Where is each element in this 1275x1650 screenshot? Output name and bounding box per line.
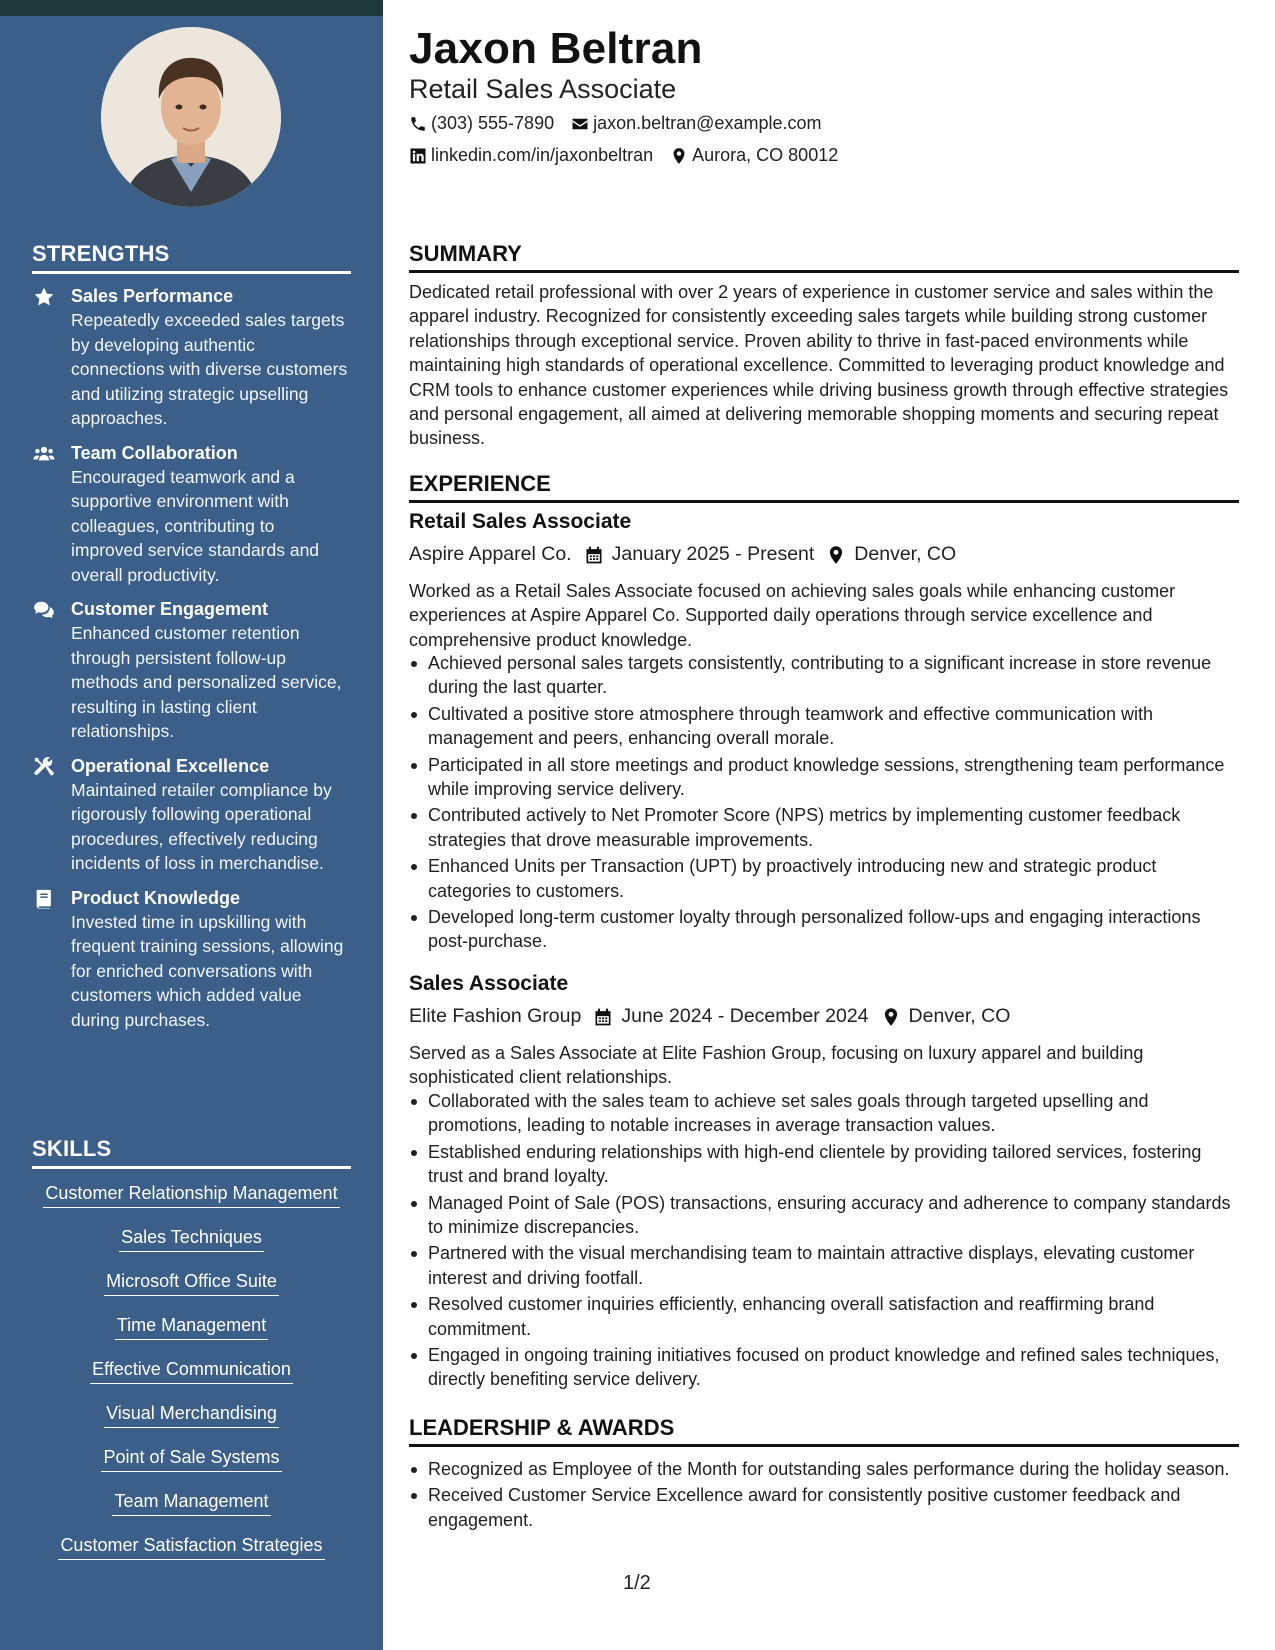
job-dates-text: June 2024 - December 2024 <box>621 1005 869 1027</box>
location-text: Aurora, CO 80012 <box>692 145 839 165</box>
calendar-icon <box>593 1007 613 1027</box>
job-title: Sales Associate <box>409 972 569 995</box>
calendar-icon <box>584 545 604 565</box>
job-meta <box>409 543 968 566</box>
summary-heading: SUMMARY <box>409 241 1239 273</box>
strength-description: Maintained retailer compliance by rigorously following operational procedures, effectively reducing incidents of loss in merchandise. <box>71 779 332 873</box>
phone-icon <box>409 115 427 133</box>
linkedin-url: linkedin.com/in/jaxonbeltran <box>431 145 654 165</box>
job-dates <box>593 1005 868 1028</box>
skill-label: Customer Satisfaction Strategies <box>58 1533 324 1560</box>
strength-item <box>32 754 351 876</box>
job-location <box>881 1005 1011 1028</box>
candidate-name: Jaxon Beltran <box>409 24 703 73</box>
contact-row <box>409 145 855 166</box>
contact-location <box>670 145 838 166</box>
page-number: 1/2 <box>623 1572 651 1594</box>
skill-label: Visual Merchandising <box>104 1401 279 1428</box>
skill-item <box>32 1313 351 1340</box>
skill-item <box>32 1181 351 1208</box>
job-location <box>826 543 956 566</box>
job-title: Retail Sales Associate <box>409 510 632 533</box>
contact-row <box>409 113 838 134</box>
linkedin-icon <box>409 147 427 165</box>
skill-item <box>32 1357 351 1384</box>
users-icon <box>32 443 56 465</box>
contact-linkedin[interactable] <box>409 145 653 166</box>
candidate-title: Retail Sales Associate <box>409 74 677 104</box>
book-icon <box>32 888 56 910</box>
strength-description: Encouraged teamwork and a supportive environment with colleagues, contributing to improved service standards and overall productivity. <box>71 466 320 585</box>
job-bullet: Cultivated a positive store atmosphere through teamwork and effective communication with management and peers, enhancing overall morale. <box>409 702 1239 751</box>
skill-item <box>32 1533 351 1560</box>
job-bullet: Engaged in ongoing training initiatives focused on product knowledge and refined sales techniques, directly benefiting service delivery. <box>409 1343 1239 1392</box>
job-dates-text: January 2025 - Present <box>611 543 815 565</box>
skill-label: Customer Relationship Management <box>43 1181 339 1208</box>
strength-item <box>32 886 351 1033</box>
profile-photo <box>101 27 281 207</box>
job-bullets <box>409 651 1239 956</box>
strength-title: Operational Excellence <box>71 755 270 776</box>
skill-label: Sales Techniques <box>119 1225 264 1252</box>
skill-item <box>32 1401 351 1428</box>
job-bullet: Partnered with the visual merchandising team to maintain attractive displays, elevating customer interest and driving footfall. <box>409 1241 1239 1290</box>
contact-email[interactable] <box>571 113 821 134</box>
map-pin-icon <box>826 545 846 565</box>
tools-icon <box>32 756 56 778</box>
star-icon <box>32 286 56 308</box>
strength-title: Customer Engagement <box>71 599 269 619</box>
profile-photo-image <box>101 27 281 207</box>
job-bullet: Enhanced Units per Transaction (UPT) by proactively introducing new and strategic product categories to customers. <box>409 854 1239 903</box>
job-meta <box>409 1005 1022 1028</box>
job-company: Aspire Apparel Co. <box>409 543 572 565</box>
award-bullet: Received Customer Service Excellence award for consistently positive customer feedback and engagement. <box>409 1483 1239 1532</box>
strengths-section <box>32 241 351 1032</box>
skill-item <box>32 1225 351 1252</box>
strengths-heading: STRENGTHS <box>32 241 351 274</box>
strength-description: Repeatedly exceeded sales targets by developing authentic connections with diverse customers and utilizing strategic upselling approaches. <box>71 310 348 428</box>
skill-item <box>32 1269 351 1296</box>
skill-item <box>32 1445 351 1472</box>
skill-label: Time Management <box>115 1313 268 1340</box>
strength-description: Enhanced customer retention through persistent follow-up methods and personalized service, resulting in lasting client relationships. <box>71 623 342 741</box>
skill-list <box>32 1181 351 1560</box>
job-dates <box>584 543 815 566</box>
strength-title: Team Collaboration <box>71 442 238 463</box>
comments-icon <box>32 599 56 621</box>
strength-item <box>32 284 351 431</box>
job-bullet: Participated in all store meetings and product knowledge sessions, strengthening team performance while improving service delivery. <box>409 753 1239 802</box>
job-bullet: Collaborated with the sales team to achieve set sales goals through targeted upselling and promotions, leading to notable increases in average transaction values. <box>409 1089 1239 1138</box>
strength-item <box>32 441 351 588</box>
strength-title: Product Knowledge <box>71 887 241 908</box>
job-company: Elite Fashion Group <box>409 1005 582 1027</box>
job-bullet: Established enduring relationships with high-end clientele by providing tailored services, fostering trust and brand loyalty. <box>409 1140 1239 1189</box>
sidebar-top-bar <box>0 0 383 16</box>
skill-label: Point of Sale Systems <box>101 1445 281 1472</box>
strength-title: Sales Performance <box>71 286 234 306</box>
job-description: Served as a Sales Associate at Elite Fashion Group, focusing on luxury apparel and building sophisticated client relationships. <box>409 1043 1144 1088</box>
job-bullet: Managed Point of Sale (POS) transactions, ensuring accuracy and adherence to company standards to minimize discrepancies. <box>409 1191 1239 1240</box>
strength-item <box>32 597 351 744</box>
awards-heading: LEADERSHIP & AWARDS <box>409 1415 1239 1447</box>
experience-heading: EXPERIENCE <box>409 471 1239 503</box>
skill-item <box>32 1489 351 1516</box>
phone-number: (303) 555-7890 <box>431 113 555 133</box>
summary-text: Dedicated retail professional with over 2 years of experience in customer service and sales within the apparel industry. Recognized for consistently exceeding sales targets while building strong customer relationships through exceptional service. Proven ability to thrive in fast-paced environments while maintaining high standards of operational excellence. Committed to leveraging product knowledge and CRM tools to enhance customer experiences while driving business growth through effective strategies and personal engagement, all aimed at delivering memorable shopping moments and securing repeat business. <box>409 282 1229 449</box>
job-bullet: Resolved customer inquiries efficiently, enhancing overall satisfaction and reaffirming brand commitment. <box>409 1292 1239 1341</box>
award-bullet: Recognized as Employee of the Month for outstanding sales performance during the holiday season. <box>409 1457 1239 1481</box>
job-location-text: Denver, CO <box>908 1005 1011 1027</box>
envelope-icon <box>571 115 589 133</box>
job-bullet: Achieved personal sales targets consistently, contributing to a significant increase in store revenue during the last quarter. <box>409 651 1239 700</box>
awards-bullets <box>409 1457 1239 1534</box>
job-location-text: Denver, CO <box>854 543 957 565</box>
skills-heading: SKILLS <box>32 1136 351 1169</box>
sidebar <box>0 0 383 1650</box>
job-bullet: Developed long-term customer loyalty through personalized follow-ups and engaging interactions post-purchase. <box>409 905 1239 954</box>
skill-label: Team Management <box>112 1489 270 1516</box>
strength-description: Invested time in upskilling with frequent training sessions, allowing for enriched conversations with customers which added value during purchases. <box>71 911 344 1030</box>
contact-phone[interactable] <box>409 113 554 134</box>
job-bullets <box>409 1089 1239 1394</box>
job-description: Worked as a Retail Sales Associate focused on achieving sales goals while enhancing customer experiences at Aspire Apparel Co. Supported daily operations through service excellence and comprehensive product knowledge. <box>409 581 1176 650</box>
skill-label: Microsoft Office Suite <box>104 1269 279 1296</box>
email-address: jaxon.beltran@example.com <box>593 113 822 133</box>
map-pin-icon <box>670 147 688 165</box>
map-pin-icon <box>881 1007 901 1027</box>
skill-label: Effective Communication <box>90 1357 293 1384</box>
job-bullet: Contributed actively to Net Promoter Score (NPS) metrics by implementing customer feedback strategies that drove measurable improvements. <box>409 803 1239 852</box>
skills-section <box>32 1136 351 1577</box>
